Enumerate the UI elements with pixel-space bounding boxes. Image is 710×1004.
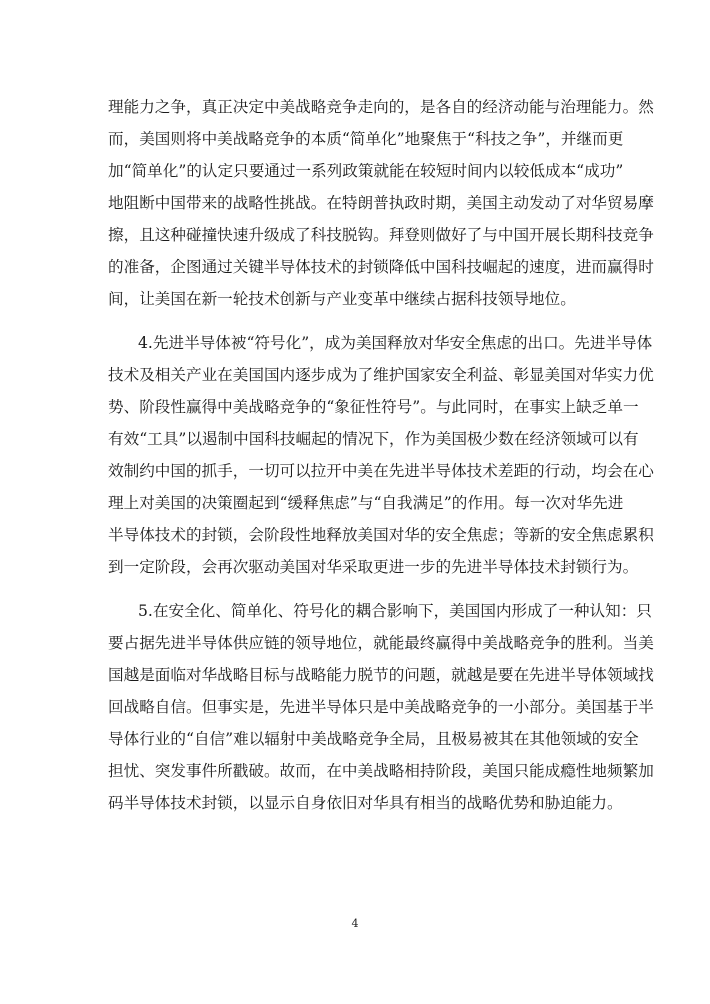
paragraph-2-line: 半导体技术的封锁，会阶段性地释放美国对华的安全焦虑；等新的安全焦虑累积 [108,526,654,544]
paragraph-1-line: 加“简单化”的认定只要通过一系列政策就能在较短时间内以较低成本“成功” [108,162,624,180]
paragraph-2-line: 到一定阶段，会再次驱动美国对华采取更进一步的先进半导体技术封锁行为。 [108,558,639,576]
paragraph-1-line: 擦，且这种碰撞快速升级成了科技脱钩。拜登则做好了与中国开展长期科技竞争 [108,226,654,244]
paragraph-3-line: 国越是面临对华战略目标与战略能力脱节的问题，就越是要在先进半导体领域找 [108,666,654,684]
paragraph-3-line: 要占据先进半导体供应链的领导地位，就能最终赢得中美战略竞争的胜利。当美 [108,634,654,652]
paragraph-3-line: 担忧、突发事件所戳破。故而，在中美战略相持阶段，美国只能成瘾性地频繁加 [108,762,654,780]
paragraph-3-line: 5.在安全化、简单化、符号化的耦合影响下，美国国内形成了一种认知：只 [138,602,652,620]
paragraph-2-line: 有效“工具”以遏制中国科技崛起的情况下，作为美国极少数在经济领域可以有 [108,430,639,448]
paragraph-1-line: 的准备，企图通过关键半导体技术的封锁降低中国科技崛起的速度，进而赢得时 [108,258,654,276]
paragraph-1-line: 而，美国则将中美战略竞争的本质“简单化”地聚焦于“科技之争”，并继而更 [108,130,624,148]
paragraph-1-line: 地阻断中国带来的战略性挑战。在特朗普执政时期，美国主动发动了对华贸易摩 [108,194,654,212]
page-number: 4 [351,917,359,930]
paragraph-2-line: 4.先进半导体被“符号化”，成为美国释放对华安全焦虑的出口。先进半导体 [138,334,653,352]
paragraph-3-line: 码半导体技术封锁，以显示自身依旧对华具有相当的战略优势和胁迫能力。 [108,794,623,812]
paragraph-2-line: 势、阶段性赢得中美战略竞争的“象征性符号”。与此同时，在事实上缺乏单一 [108,398,639,416]
paragraph-1-line: 理能力之争，真正决定中美战略竞争走向的，是各自的经济动能与治理能力。然 [108,98,654,116]
paragraph-2-line: 技术及相关产业在美国国内逐步成为了维护国家安全利益、彰显美国对华实力优 [108,366,654,384]
paragraph-2-line: 理上对美国的决策圈起到“缓释焦虑”与“自我满足”的作用。每一次对华先进 [108,494,624,512]
paragraph-3-line: 回战略自信。但事实是，先进半导体只是中美战略竞争的一小部分。美国基于半 [108,698,654,716]
paragraph-1-line: 间，让美国在新一轮技术创新与产业变革中继续占据科技领导地位。 [108,290,576,308]
paragraph-3-line: 导体行业的“自信”难以辐射中美战略竞争全局，且极易被其在其他领域的安全 [108,730,639,748]
paragraph-2-line: 效制约中国的抓手，一切可以拉开中美在先进半导体技术差距的行动，均会在心 [108,462,654,480]
